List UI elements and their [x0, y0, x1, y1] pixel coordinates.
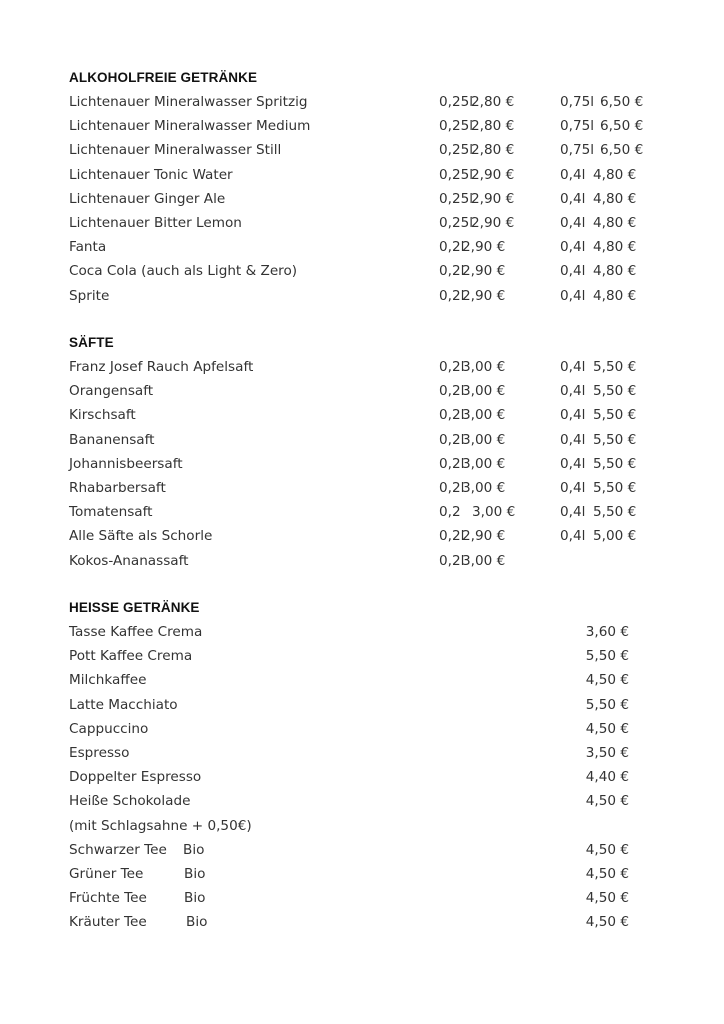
size-small: 0,2l: [439, 383, 465, 400]
menu-row: [69, 114, 669, 138]
price-small: 3,00 €: [472, 504, 516, 521]
size-large: 0,4l: [560, 239, 586, 256]
item-name: Coca Cola (auch als Light & Zero): [69, 263, 298, 280]
size-small: 0,25l: [439, 166, 474, 183]
size-large: 0,4l: [560, 407, 586, 424]
size-small: 0,2l: [439, 407, 465, 424]
price: 3,50 €: [585, 744, 629, 761]
menu-row: [69, 428, 669, 452]
item-note: (mit Schlagsahne + 0,50€): [69, 817, 252, 834]
price-small: 3,00 €: [462, 479, 506, 496]
bio-tag: Bio: [183, 841, 205, 858]
menu-row: [69, 668, 669, 692]
price-small: 2,90 €: [471, 214, 515, 231]
price-large: 4,80 €: [593, 166, 637, 183]
menu-row: [69, 452, 669, 476]
price-small: 2,90 €: [462, 263, 506, 280]
item-name: Latte Macchiato: [69, 696, 178, 713]
item-name: Kräuter Tee: [69, 914, 147, 931]
menu-row: [69, 163, 669, 187]
price-large: 6,50 €: [600, 94, 644, 110]
item-name: Lichtenauer Mineralwasser Medium: [69, 118, 311, 135]
item-name: Tomatensaft: [69, 504, 153, 521]
size-small: 0,2l: [439, 455, 465, 472]
section-saefte: [69, 331, 669, 573]
size-large: 0,75l: [560, 94, 595, 110]
menu-row: [69, 620, 669, 644]
item-name: Lichtenauer Mineralwasser Still: [69, 142, 282, 159]
size-small: 0,2l: [439, 287, 465, 304]
size-small: 0,25l: [439, 94, 474, 110]
menu-row: [69, 765, 669, 789]
menu-row: [69, 187, 669, 211]
price: 4,50 €: [585, 720, 629, 737]
size-small: 0,2: [439, 504, 461, 521]
item-name: Lichtenauer Tonic Water: [69, 166, 233, 183]
section-heading: SÄFTE: [69, 335, 114, 350]
price: 3,60 €: [585, 624, 629, 640]
price-small: 2,90 €: [471, 190, 515, 207]
menu-row: [69, 379, 669, 403]
item-name: Bananensaft: [69, 431, 155, 448]
menu-row: [69, 741, 669, 765]
item-name: Grüner Tee: [69, 865, 144, 882]
size-small: 0,25l: [439, 118, 474, 135]
price: 4,50 €: [585, 672, 629, 689]
size-small: 0,2l: [439, 479, 465, 496]
size-large: 0,4l: [560, 431, 586, 448]
price-large: 5,50 €: [593, 431, 637, 448]
price-small: 3,00 €: [462, 455, 506, 472]
item-name: Kokos-Ananassaft: [69, 552, 189, 569]
size-small: 0,2l: [439, 263, 465, 280]
price-large: 5,00 €: [593, 528, 637, 545]
size-large: 0,4l: [560, 214, 586, 231]
price-large: 5,50 €: [593, 359, 637, 375]
item-name: Cappuccino: [69, 720, 149, 737]
size-small: 0,25l: [439, 190, 474, 207]
menu-row: [69, 476, 669, 500]
item-name: Orangensaft: [69, 383, 154, 400]
section-heading: HEISSE GETRÄNKE: [69, 600, 200, 615]
menu-row: [69, 284, 669, 308]
size-large: 0,4l: [560, 504, 586, 521]
item-name: Lichtenauer Bitter Lemon: [69, 214, 242, 231]
price: 4,50 €: [585, 793, 629, 810]
size-large: 0,75l: [560, 142, 595, 159]
section-heisse-getraenke: [69, 596, 669, 934]
price: 4,50 €: [585, 841, 629, 858]
item-name: Kirschsaft: [69, 407, 136, 424]
menu-row: [69, 500, 669, 524]
item-name: Milchkaffee: [69, 672, 147, 689]
section-alkoholfreie-getraenke: [69, 66, 669, 308]
menu-row: [69, 886, 669, 910]
menu-row: [69, 90, 669, 114]
price-small: 2,80 €: [471, 94, 515, 110]
price-small: 2,90 €: [462, 528, 506, 545]
price-large: 5,50 €: [593, 455, 637, 472]
size-large: 0,75l: [560, 118, 595, 135]
price-large: 5,50 €: [593, 407, 637, 424]
price-large: 4,80 €: [593, 287, 637, 304]
menu-row: [69, 259, 669, 283]
menu-row: [69, 355, 669, 379]
item-name: Sprite: [69, 287, 110, 304]
item-name: Früchte Tee: [69, 890, 147, 907]
price-large: 4,80 €: [593, 263, 637, 280]
item-name: Alle Säfte als Schorle: [69, 528, 213, 545]
price-small: 3,00 €: [462, 431, 506, 448]
menu-row: [69, 789, 669, 813]
size-large: 0,4l: [560, 383, 586, 400]
price-small: 3,00 €: [462, 359, 506, 375]
item-name: Doppelter Espresso: [69, 769, 202, 786]
price-large: 4,80 €: [593, 214, 637, 231]
price-small: 2,90 €: [462, 239, 506, 256]
size-small: 0,2l: [439, 431, 465, 448]
size-large: 0,4l: [560, 190, 586, 207]
section-heading: ALKOHOLFREIE GETRÄNKE: [69, 70, 258, 85]
price-small: 2,90 €: [471, 166, 515, 183]
size-large: 0,4l: [560, 287, 586, 304]
size-small: 0,25l: [439, 214, 474, 231]
price-large: 5,50 €: [593, 383, 637, 400]
menu-row: [69, 524, 669, 548]
menu-row: [69, 138, 669, 162]
price-large: 5,50 €: [593, 479, 637, 496]
item-name: Schwarzer Tee: [69, 841, 167, 858]
price-small: 3,00 €: [462, 383, 506, 400]
menu-row: [69, 644, 669, 668]
item-name: Heiße Schokolade: [69, 793, 191, 810]
menu-row: [69, 838, 669, 862]
price: 4,50 €: [585, 890, 629, 907]
item-name: Fanta: [69, 239, 107, 256]
item-name: Tasse Kaffee Crema: [69, 624, 203, 640]
price: 5,50 €: [585, 648, 629, 665]
menu-row: [69, 403, 669, 427]
bio-tag: Bio: [184, 890, 206, 907]
size-small: 0,2l: [439, 528, 465, 545]
size-large: 0,4l: [560, 479, 586, 496]
price-small: 3,00 €: [462, 552, 506, 569]
item-name: Lichtenauer Mineralwasser Spritzig: [69, 94, 308, 110]
item-name: Johannisbeersaft: [69, 455, 183, 472]
price: 5,50 €: [585, 696, 629, 713]
price-small: 3,00 €: [462, 407, 506, 424]
item-name: Rhabarbersaft: [69, 479, 166, 496]
menu-row: [69, 910, 669, 934]
price-large: 4,80 €: [593, 190, 637, 207]
menu-row: [69, 717, 669, 741]
size-small: 0,2l: [439, 359, 465, 375]
menu-note-row: [69, 814, 669, 838]
price: 4,50 €: [585, 865, 629, 882]
size-large: 0,4l: [560, 166, 586, 183]
price-small: 2,80 €: [471, 142, 515, 159]
size-large: 0,4l: [560, 455, 586, 472]
price-large: 4,80 €: [593, 239, 637, 256]
size-large: 0,4l: [560, 359, 586, 375]
size-large: 0,4l: [560, 263, 586, 280]
price: 4,40 €: [585, 769, 629, 786]
price-large: 5,50 €: [593, 504, 637, 521]
item-name: Pott Kaffee Crema: [69, 648, 193, 665]
size-small: 0,2l: [439, 552, 465, 569]
price-large: 6,50 €: [600, 142, 644, 159]
price-small: 2,80 €: [471, 118, 515, 135]
price-small: 2,90 €: [462, 287, 506, 304]
menu-row: [69, 235, 669, 259]
size-large: 0,4l: [560, 528, 586, 545]
size-small: 0,2l: [439, 239, 465, 256]
item-name: Franz Josef Rauch Apfelsaft: [69, 359, 254, 375]
bio-tag: Bio: [184, 865, 206, 882]
price-large: 6,50 €: [600, 118, 644, 135]
size-small: 0,25l: [439, 142, 474, 159]
bio-tag: Bio: [186, 914, 208, 931]
price: 4,50 €: [585, 914, 629, 931]
item-name: Lichtenauer Ginger Ale: [69, 190, 226, 207]
menu-row: [69, 549, 669, 573]
menu-row: [69, 211, 669, 235]
menu-row: [69, 862, 669, 886]
item-name: Espresso: [69, 744, 130, 761]
menu-row: [69, 693, 669, 717]
